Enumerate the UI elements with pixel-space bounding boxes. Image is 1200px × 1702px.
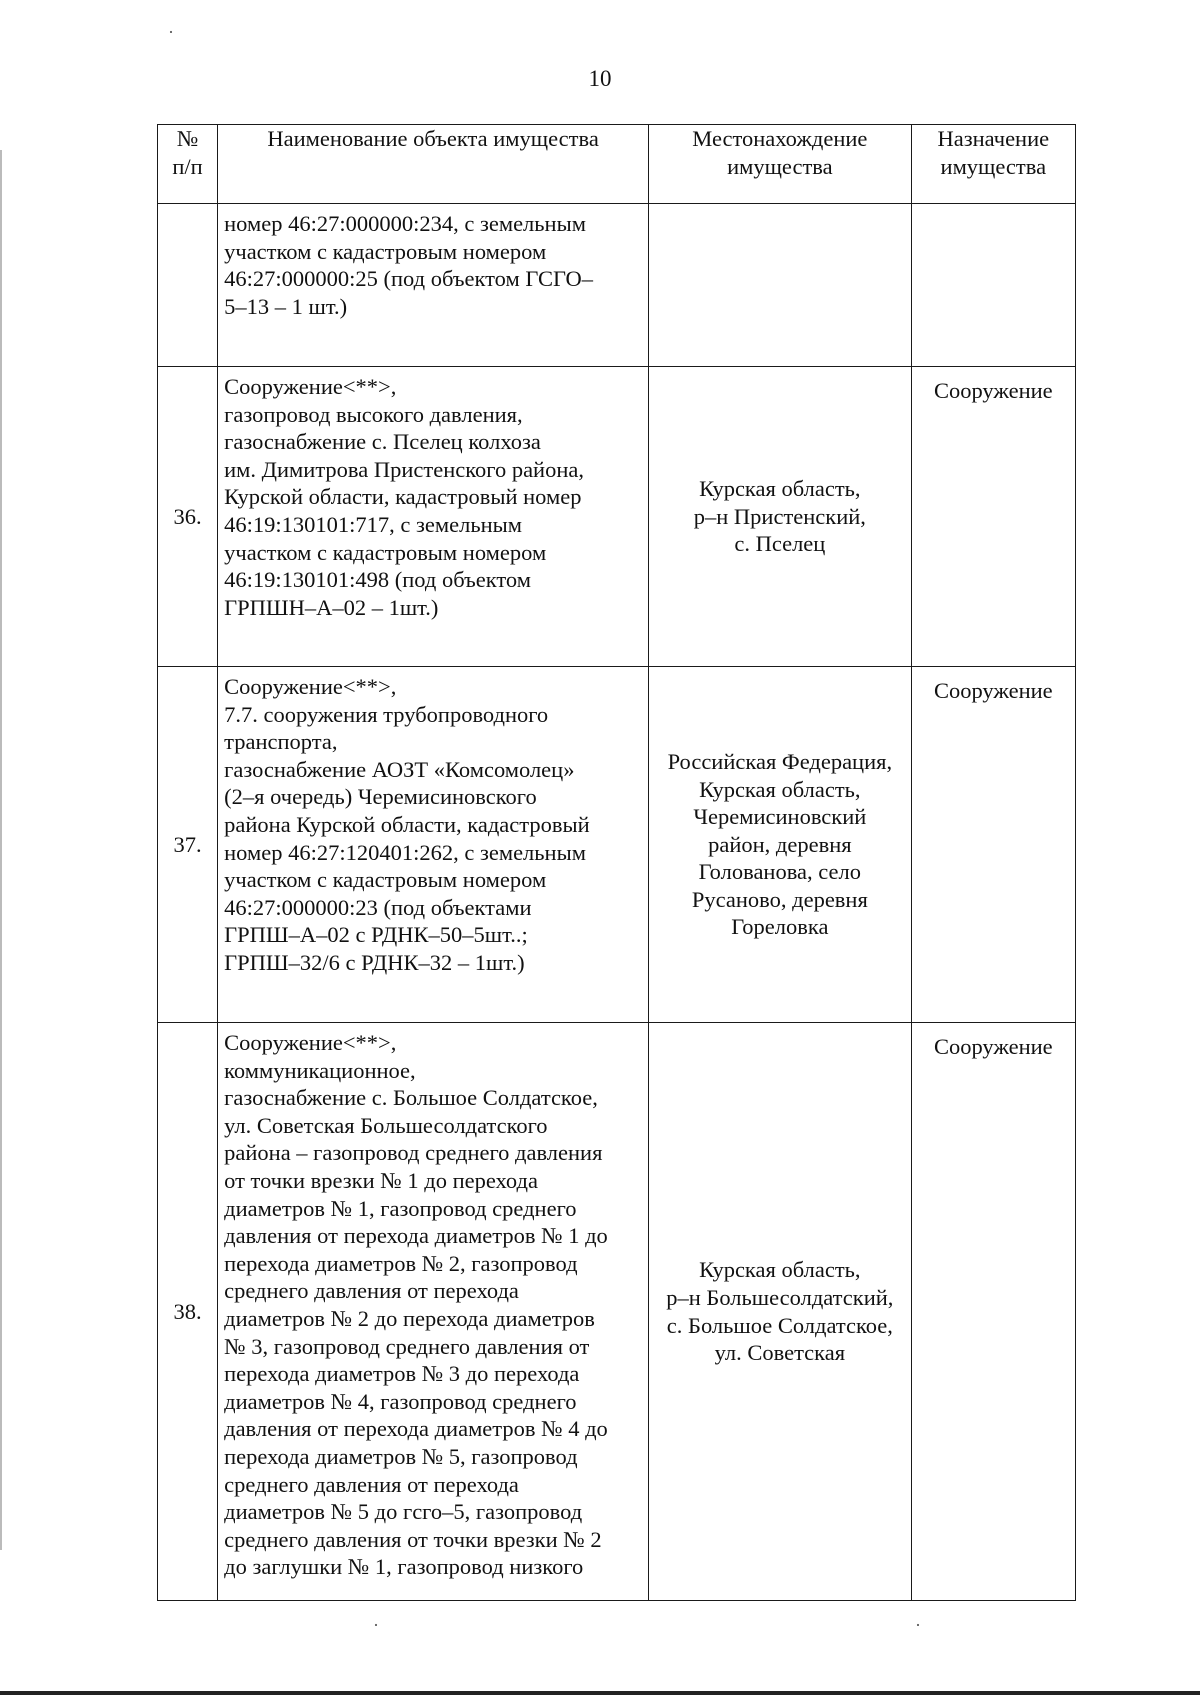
row-name: Сооружение<**>, 7.7. сооружения трубопроводного транспорта, газоснабжение АОЗТ «Комсомолец» (2–я очередь) Черемисиновского района Курской области, кадастровый номер 46:27:120401:262, с земельным участком с кадастровым номером 46:27:000000:23 (под объектами ГРПШ–А–02 с РДНК–50–5шт..; ГРПШ–32/6 с РДНК–32 – 1шт.)	[218, 667, 649, 1023]
table-row	[158, 667, 1076, 1023]
row-location: Российская Федерация, Курская область, Черемисиновский район, деревня Голованова, село Русаново, деревня Гореловка	[649, 667, 912, 1023]
property-registry-table	[157, 124, 1076, 1601]
row-name: номер 46:27:000000:234, с земельным участком с кадастровым номером 46:27:000000:25 (под объектом ГСГО– 5–13 – 1 шт.)	[218, 204, 649, 367]
scan-bottom-edge	[0, 1691, 1200, 1695]
header-location: Местонахождение имущества	[649, 125, 912, 204]
header-num: № п/п	[158, 125, 218, 204]
row-num: 36.	[158, 367, 218, 667]
row-location: Курская область, р–н Большесолдатский, с. Большое Солдатское, ул. Советская	[649, 1023, 912, 1601]
row-num: 38.	[158, 1023, 218, 1601]
row-location: Курская область, р–н Пристенский, с. Пселец	[649, 367, 912, 667]
row-purpose: Сооружение	[911, 367, 1075, 667]
row-purpose	[911, 204, 1075, 367]
row-name: Сооружение<**>, газопровод высокого давления, газоснабжение с. Пселец колхоза им. Димитрова Пристенского района, Курской области, кадастровый номер 46:19:130101:717, с земельным участком с кадастровым номером 46:19:130101:498 (под объектом ГРПШН–А–02 – 1шт.)	[218, 367, 649, 667]
header-name: Наименование объекта имущества	[218, 125, 649, 204]
row-location	[649, 204, 912, 367]
table-row	[158, 204, 1076, 367]
row-name: Сооружение<**>, коммуникационное, газоснабжение с. Большое Солдатское, ул. Советская Большесолдатского района – газопровод среднего давления от точки врезки № 1 до перехода диаметров № 1, газопровод среднего давления от перехода диаметров № 1 до перехода диаметров № 2, газопровод среднего давления от перехода диаметров № 2 до перехода диаметров № 3, газопровод среднего давления от перехода диаметров № 3 до перехода диаметров № 4, газопровод среднего давления от перехода диаметров № 4 до перехода диаметров № 5, газопровод среднего давления от перехода диаметров № 5 до гсго–5, газопровод среднего давления от точки врезки № 2 до заглушки № 1, газопровод низкого	[218, 1023, 649, 1601]
scan-speck: ·	[168, 22, 174, 42]
table-row	[158, 1023, 1076, 1601]
row-num: 37.	[158, 667, 218, 1023]
table-row	[158, 367, 1076, 667]
row-num	[158, 204, 218, 367]
table-header-row	[158, 125, 1076, 204]
scan-speck: ·	[915, 1615, 921, 1635]
header-purpose: Назначение имущества	[911, 125, 1075, 204]
scan-left-edge	[0, 150, 2, 1550]
scan-speck: ·	[373, 1615, 379, 1635]
row-purpose: Сооружение	[911, 1023, 1075, 1601]
page-number: 10	[588, 66, 612, 91]
row-purpose: Сооружение	[911, 667, 1075, 1023]
